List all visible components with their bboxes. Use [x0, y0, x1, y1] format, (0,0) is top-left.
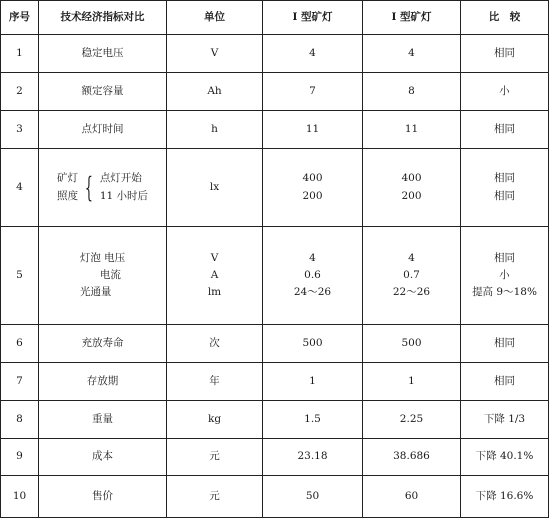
value-line: 0.6 — [304, 268, 321, 281]
row-indicator — [39, 149, 167, 227]
row-index: 2 — [1, 73, 39, 111]
row-indicator: 重量 — [39, 401, 167, 439]
value-line: 相同 — [494, 251, 515, 264]
row-lamp-ii: 500 — [363, 325, 461, 363]
header-compare: 比 较 — [461, 1, 549, 35]
table-row — [1, 439, 549, 476]
row-index: 8 — [1, 401, 39, 439]
row-lamp-i: 1.5 — [263, 401, 363, 439]
header-indicator: 技术经济指标对比 — [39, 1, 167, 35]
row-index: 10 — [1, 476, 39, 518]
row-lamp-i: 500 — [263, 325, 363, 363]
row-lamp-ii: 8 — [363, 73, 461, 111]
row-lamp-ii — [363, 227, 461, 325]
row-indicator: 点灯时间 — [39, 111, 167, 149]
row-lamp-i: 4 — [263, 35, 363, 73]
indicator-line: 照度 — [56, 190, 78, 202]
table-row — [1, 35, 549, 73]
row-unit: kg — [167, 401, 263, 439]
value-line: 小 — [499, 268, 510, 281]
table-row — [1, 227, 549, 325]
value-line: 200 — [401, 189, 422, 202]
row-index: 7 — [1, 363, 39, 401]
value-line: 200 — [302, 189, 323, 202]
row-compare: 下降 16.6% — [461, 476, 549, 518]
row-lamp-i — [263, 149, 363, 227]
value-line: 24～26 — [293, 286, 332, 299]
indicator-line: 11 小时后 — [99, 190, 149, 202]
row-compare — [461, 149, 549, 227]
row-unit: h — [167, 111, 263, 149]
row-index: 5 — [1, 227, 39, 325]
row-compare: 相同 — [461, 363, 549, 401]
row-indicator: 额定容量 — [39, 73, 167, 111]
row-compare: 相同 — [461, 111, 549, 149]
value-line: 0.7 — [403, 268, 420, 281]
row-indicator: 成本 — [39, 439, 167, 476]
row-unit: Ah — [167, 73, 263, 111]
row-lamp-ii: 1 — [363, 363, 461, 401]
row-index: 4 — [1, 149, 39, 227]
row-indicator: 充放寿命 — [39, 325, 167, 363]
row-compare: 下降 1/3 — [461, 401, 549, 439]
row-compare: 相同 — [461, 35, 549, 73]
indicator-line: 电流 — [99, 268, 121, 281]
row-compare: 下降 40.1% — [461, 439, 549, 476]
row-index: 9 — [1, 439, 39, 476]
row-lamp-ii: 60 — [363, 476, 461, 518]
row-lamp-i — [263, 227, 363, 325]
unit-line: A — [210, 268, 219, 281]
value-line: 400 — [401, 172, 422, 185]
table-row — [1, 149, 549, 227]
header-row — [1, 1, 549, 35]
row-indicator: 稳定电压 — [39, 35, 167, 73]
row-lamp-ii — [363, 149, 461, 227]
row-index: 6 — [1, 325, 39, 363]
row-unit: 元 — [167, 476, 263, 518]
value-line: 400 — [302, 172, 323, 185]
row-indicator — [39, 227, 167, 325]
row-unit: 元 — [167, 439, 263, 476]
value-line: 相同 — [494, 189, 515, 202]
header-unit: 单位 — [167, 1, 263, 35]
row-lamp-i: 50 — [263, 476, 363, 518]
row-lamp-i: 11 — [263, 111, 363, 149]
indicator-line: 灯泡 电压 — [79, 251, 126, 264]
illuminance-label — [57, 167, 148, 208]
row-compare: 相同 — [461, 325, 549, 363]
value-line: 4 — [408, 251, 415, 264]
row-unit: lx — [167, 149, 263, 227]
indicator-line: 点灯开始 — [99, 171, 142, 184]
row-unit: V — [167, 35, 263, 73]
row-lamp-ii: 11 — [363, 111, 461, 149]
row-lamp-ii: 2.25 — [363, 401, 461, 439]
row-lamp-ii: 4 — [363, 35, 461, 73]
row-unit: 年 — [167, 363, 263, 401]
brace-icon: { — [84, 170, 93, 204]
indicator-line: 光通量 — [79, 286, 112, 299]
row-unit — [167, 227, 263, 325]
row-compare: 小 — [461, 73, 549, 111]
row-index: 1 — [1, 35, 39, 73]
row-unit: 次 — [167, 325, 263, 363]
row-compare — [461, 227, 549, 325]
row-indicator: 存放期 — [39, 363, 167, 401]
unit-line: lm — [207, 286, 222, 299]
value-line: 提高 9～18% — [472, 286, 537, 299]
value-line: 4 — [309, 251, 316, 264]
row-lamp-i: 1 — [263, 363, 363, 401]
row-lamp-ii: 38.686 — [363, 439, 461, 476]
row-lamp-i: 7 — [263, 73, 363, 111]
value-line: 22～26 — [392, 286, 431, 299]
table-row — [1, 363, 549, 401]
header-lamp-ii: I 型矿灯 — [363, 1, 461, 35]
table-row — [1, 111, 549, 149]
unit-line: V — [210, 251, 219, 264]
table-row — [1, 325, 549, 363]
table-row — [1, 476, 549, 518]
table-row — [1, 401, 549, 439]
header-index: 序号 — [1, 1, 39, 35]
row-index: 3 — [1, 111, 39, 149]
row-indicator: 售价 — [39, 476, 167, 518]
row-lamp-i: 23.18 — [263, 439, 363, 476]
table-row — [1, 73, 549, 111]
indicator-line: 矿灯 — [56, 171, 78, 184]
header-lamp-i: I 型矿灯 — [263, 1, 363, 35]
value-line: 相同 — [494, 172, 515, 185]
